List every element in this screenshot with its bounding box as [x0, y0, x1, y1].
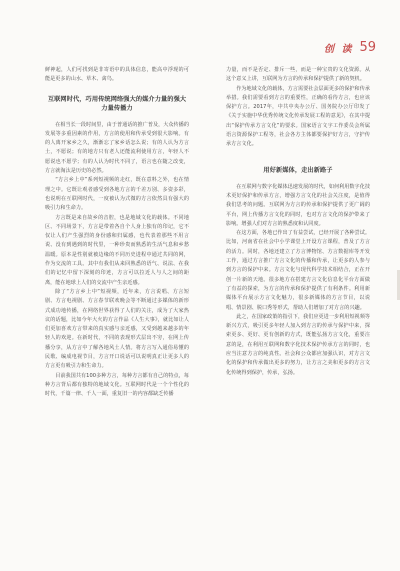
right-column: [226, 66, 370, 378]
paragraph: 在相当长一段时间里，由于普通话的推广普及，大众传播的发展等多重因素的作用，方言的使用和传承受到很大影响。有的人离开家乡之久，渐渐忘了家乡话怎么说；有的人认为方言土，不愿说；有的地方只有老人还能流利使用方言，年轻人不愿说也不愿学；有的人认为时代不同了，语言也在随之改变，方言就淘汰是历史的必然。: [45, 121, 189, 175]
paragraph: 力量，而不是否定、排斥一些，而是一种宝贵的文化资源。从这个意义上讲，互联网为方言的传承和保护提供了新的契机。: [226, 67, 370, 83]
section-label: 创 读: [323, 44, 354, 55]
paragraph: 鲜神起，人们可找到是非寄语中的具体信息，能高中浮现的可能是更多的山水、草木、禽鸟。: [45, 67, 189, 83]
paragraph: 在这方面，各地已作出了有益尝试，已经开展了各种尝试。比如，河南省在社会中小学课堂上开设方言课程，普及了方言的活力。同时，各地还建立了方言博物馆、方言数据库等开发工作，通过方言推广方言文化的传播和传承，让更多的人参与到方言的保护中来。方言文化与现代科学技术相结合，正在开创一片新的天地。很多地方在搭建方言文化信息化平台方面做了有益的探索，为方言的传承和保护提供了有利条件。利用新媒体平台展示方言文化魅力，很多新媒体的方言节目，以说唱、情景剧、脱口秀等形式，帮助人们增加了对方言的兴趣。: [226, 230, 370, 311]
paragraph: 目前我国共有100多种方言，每种方言都有自己的特点，每种方言背后都有独特的地域文化。互联网时代是一个个性化的时代，千篇一律、千人一面，重复旧一的内容都缺乏传播: [45, 372, 189, 398]
paragraph: 方言既是来自故乡的音腔，也是地域文化的载体。不同地区、不同场景下，方言是带着各自个人身上独有的印记，它不仅让人们产生强烈的身份感和归属感，也代表着那些不用言说、没有到遇到的时代里，一种珍贵而熟悉的生活气息和乡愁温暖。原本是性别就被边缘的不同历史进程中通过共同的网，作为交流的工具。其中有我们从来回熟悉的语气、说法、在我们的记忆中留下深刻的印迹，方言可以拉近人与人之间的距离，能在地球上人们的交流中产生亲近感。: [45, 214, 189, 286]
left-column: [45, 66, 189, 400]
paragraph: 作为地域文化的载体，方言需要社会层面更多的保护和传承举措。我们需要看到方言的重要性，正确的看待方言，也应该保护方言。2017年，中共中央办公厅、国务院办公厅印发了《关于实施中华优秀传统文化传承发展工程的意见》，在其中提出“保护传承方言文化”的要求。国家语言文字工作委员会所属语言资源保护工程等，社会各方主体都要保护好方言，守护传承方言文化。: [226, 85, 370, 148]
page-number: 59: [359, 40, 376, 55]
section-heading: 互联网时代，巧用传统网络强大的媒介力量的强大力量传播力: [47, 95, 187, 112]
page-header: [324, 40, 376, 55]
paragraph: 此之，在国家政策的指引下，我们应更进一步利用短视频等新兴方式，吸引更多年轻人加入到方言的传承与保护中来，探索更多、更好、更有创新的方式，既能弘扬方言文化，重要注意的是，在利用互联网和数字化技术保护传承方言的同时，也应当注意方言的纯真性。社会和公众都应加强认识，对方言文化的保护和传承做出更多的努力，让方言之美和更多的方言文化传统得到保护，传承，弘扬。: [226, 313, 370, 376]
paragraph: 除了“方言乡上中”短视频，近年来，方言说唱、方言短剧、方言电视剧、方言春节联欢晚会等不断通过多媒体的新形式成功地传播，在网络世界获得了人们的关注，成为了大家热议的话题，比如今年大火的方言作品《人生大事》，就比如让人们更加喜欢方言带来的真实感与亲近感，又受到越来越多的年轻人的欢迎。在新时代，不同的表现形式层出不穷，在网上传播分享，从方言中了解各地风土人情。将方言写入通俗易懂的民歌、编成电视节目，方言开口说话可以说明真正让更多人的方言更有吸引力和生命力。: [45, 288, 189, 370]
paragraph: “方言乡上中”系列短视频的走红，既在意料之外，也在情理之中。它既让观者感受到各地方言的千差万别、多姿多彩，也说明在互联网时代，一度被认为式微的方言依然具有强大的吸引力和生命力。: [45, 177, 189, 212]
section-heading: 用好新媒体，走出新路子: [263, 166, 333, 174]
paragraph: 在互联网与数字化媒体迅速发展的时代，如何利用数字化技术更好保护和传承方言，增强方言文化的社会关注度，是值得我们思考的问题。互联网为方言的传承和保护提供了更广阔的平台，网上传播方言文化的同时，也对方言文化的保护带来了影响。增强人们对方言的熟悉度和认同度。: [226, 183, 370, 227]
